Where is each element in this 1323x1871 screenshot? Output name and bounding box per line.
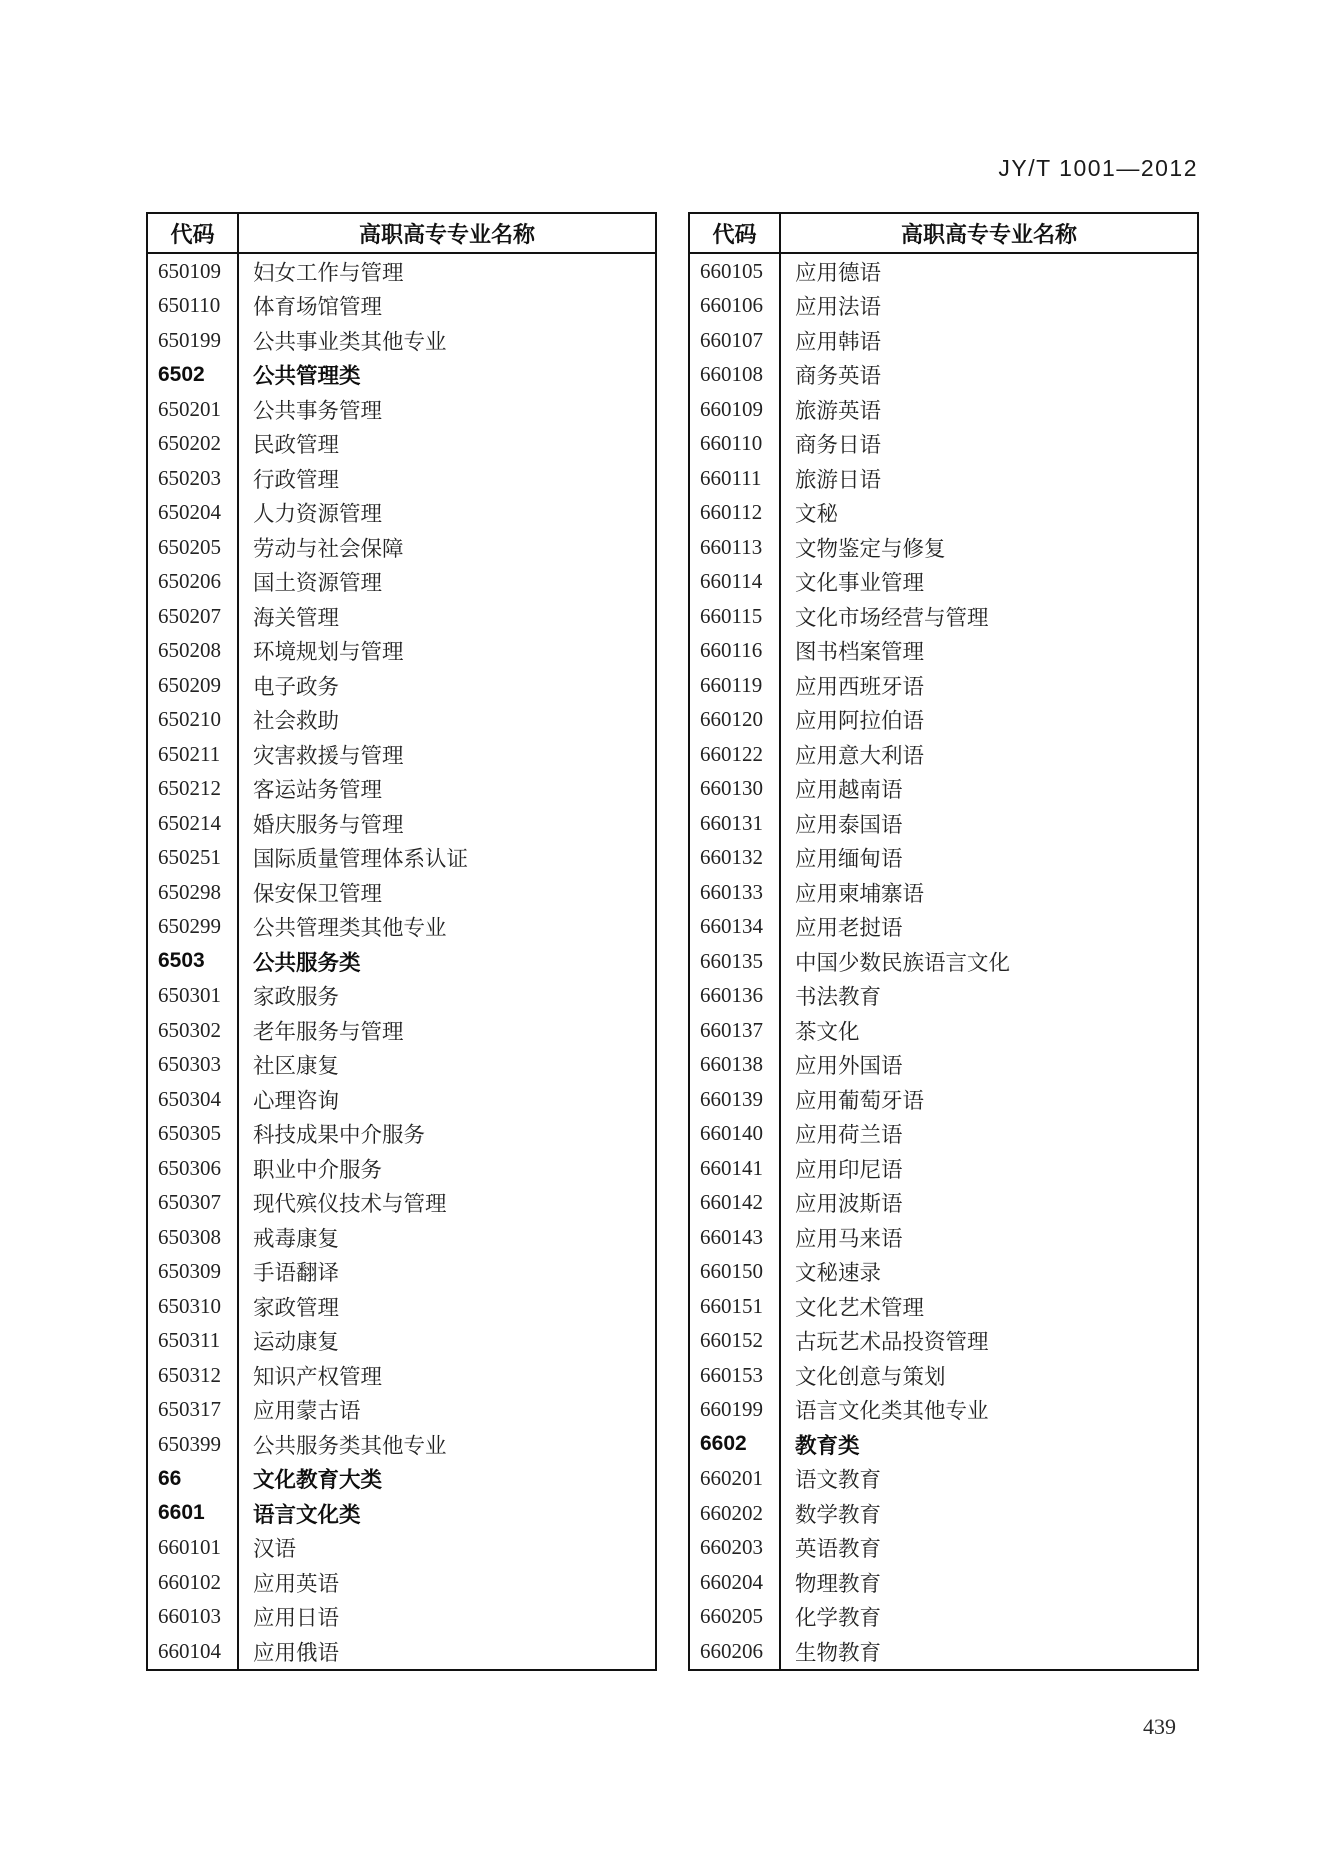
major-code: 6502: [147, 358, 238, 393]
major-code: 6602: [689, 1427, 780, 1462]
major-row: [147, 323, 656, 358]
major-row: [689, 253, 1198, 289]
major-code: 660150: [689, 1255, 780, 1290]
major-name: 电子政务: [253, 674, 340, 699]
major-code: 650208: [147, 634, 238, 669]
major-name: 手语翻译: [253, 1261, 340, 1286]
major-name: 体育场馆管理: [253, 295, 383, 320]
major-name: 环境规划与管理: [253, 640, 404, 665]
major-row: [689, 1048, 1198, 1083]
major-row: [689, 1358, 1198, 1393]
major-name: 国土资源管理: [253, 571, 383, 596]
major-name: 公共服务类其他专业: [253, 1433, 447, 1458]
major-row: [689, 1255, 1198, 1290]
major-name: 语言文化类: [253, 1502, 361, 1527]
major-name: 应用日语: [253, 1606, 340, 1631]
major-name: 文化教育大类: [253, 1468, 383, 1493]
major-row: [689, 703, 1198, 738]
major-code: 660143: [689, 1220, 780, 1255]
major-row: [689, 392, 1198, 427]
major-code: 650309: [147, 1255, 238, 1290]
major-code: 650304: [147, 1082, 238, 1117]
major-row: [689, 910, 1198, 945]
major-name: 英语教育: [795, 1537, 882, 1562]
category-row: [147, 1496, 656, 1531]
major-code: 660109: [689, 392, 780, 427]
major-name: 公共服务类: [253, 950, 361, 975]
major-name: 旅游英语: [795, 398, 882, 423]
major-row: [147, 634, 656, 669]
major-name: 文物鉴定与修复: [795, 536, 946, 561]
major-name: 科技成果中介服务: [253, 1123, 426, 1148]
major-code: 650204: [147, 496, 238, 531]
major-code: 650205: [147, 530, 238, 565]
major-code: 660101: [147, 1531, 238, 1566]
major-name: 文秘: [795, 502, 839, 527]
major-code: 650306: [147, 1151, 238, 1186]
major-code: 650207: [147, 599, 238, 634]
major-name: 社会救助: [253, 709, 340, 734]
major-row: [689, 806, 1198, 841]
major-name: 应用法语: [795, 295, 882, 320]
major-code: 660133: [689, 875, 780, 910]
major-row: [147, 496, 656, 531]
major-code: 660103: [147, 1600, 238, 1635]
major-code: 660110: [689, 427, 780, 462]
major-row: [689, 1117, 1198, 1152]
major-code: 6503: [147, 944, 238, 979]
major-row: [147, 289, 656, 324]
major-code: 650251: [147, 841, 238, 876]
table-header-row: [147, 213, 656, 253]
category-row: [689, 1427, 1198, 1462]
major-name: 灾害救援与管理: [253, 743, 404, 768]
major-name: 现代殡仪技术与管理: [253, 1192, 447, 1217]
major-name: 民政管理: [253, 433, 340, 458]
major-row: [147, 427, 656, 462]
major-name: 应用马来语: [795, 1226, 903, 1251]
major-row: [689, 1289, 1198, 1324]
major-row: [147, 1358, 656, 1393]
major-code: 660130: [689, 772, 780, 807]
major-code: 660203: [689, 1531, 780, 1566]
major-name: 中国少数民族语言文化: [795, 950, 1011, 975]
major-code: 650201: [147, 392, 238, 427]
major-code: 660199: [689, 1393, 780, 1428]
major-code: 650109: [147, 253, 238, 289]
major-name: 文化创意与策划: [795, 1364, 946, 1389]
major-row: [147, 1082, 656, 1117]
major-row: [147, 737, 656, 772]
major-code: 660205: [689, 1600, 780, 1635]
major-name: 应用德语: [795, 260, 882, 285]
major-code: 660202: [689, 1496, 780, 1531]
major-name: 应用印尼语: [795, 1157, 903, 1182]
major-code: 660136: [689, 979, 780, 1014]
major-name: 文化市场经营与管理: [795, 605, 989, 630]
major-code: 660152: [689, 1324, 780, 1359]
major-row: [147, 703, 656, 738]
page-number: 439: [1143, 1714, 1176, 1739]
major-code: 650303: [147, 1048, 238, 1083]
major-name: 公共管理类其他专业: [253, 916, 447, 941]
major-name: 应用意大利语: [795, 743, 925, 768]
major-code: 650399: [147, 1427, 238, 1462]
major-name: 书法教育: [795, 985, 882, 1010]
major-row: [689, 668, 1198, 703]
name-column-header: 高职高专专业名称: [238, 213, 656, 253]
major-name: 行政管理: [253, 467, 340, 492]
major-name: 语言文化类其他专业: [795, 1399, 989, 1424]
major-name: 公共事业类其他专业: [253, 329, 447, 354]
major-code: 650199: [147, 323, 238, 358]
major-row: [689, 530, 1198, 565]
major-code: 660201: [689, 1462, 780, 1497]
major-row: [689, 737, 1198, 772]
major-row: [147, 875, 656, 910]
major-code: 650307: [147, 1186, 238, 1221]
major-row: [147, 1220, 656, 1255]
major-code: 650317: [147, 1393, 238, 1428]
major-code: 650308: [147, 1220, 238, 1255]
major-name: 保安保卫管理: [253, 881, 383, 906]
major-name: 古玩艺术品投资管理: [795, 1330, 989, 1355]
major-row: [689, 599, 1198, 634]
major-row: [689, 1151, 1198, 1186]
major-name: 汉语: [253, 1537, 297, 1562]
major-name: 应用韩语: [795, 329, 882, 354]
major-code: 660106: [689, 289, 780, 324]
major-row: [689, 461, 1198, 496]
major-name: 生物教育: [795, 1640, 882, 1665]
major-name: 老年服务与管理: [253, 1019, 404, 1044]
major-code: 650203: [147, 461, 238, 496]
major-code: 660107: [689, 323, 780, 358]
major-code: 6601: [147, 1496, 238, 1531]
major-name: 应用蒙古语: [253, 1399, 361, 1424]
major-name: 物理教育: [795, 1571, 882, 1596]
major-name: 职业中介服务: [253, 1157, 383, 1182]
major-name: 茶文化: [795, 1019, 860, 1044]
major-code: 660137: [689, 1013, 780, 1048]
major-code: 660131: [689, 806, 780, 841]
major-code: 660141: [689, 1151, 780, 1186]
major-name: 应用越南语: [795, 778, 903, 803]
major-name: 婚庆服务与管理: [253, 812, 404, 837]
major-row: [147, 565, 656, 600]
major-name: 图书档案管理: [795, 640, 925, 665]
major-code: 660138: [689, 1048, 780, 1083]
major-row: [147, 1565, 656, 1600]
major-code: 660119: [689, 668, 780, 703]
major-code: 650209: [147, 668, 238, 703]
major-row: [147, 1393, 656, 1428]
major-code: 650110: [147, 289, 238, 324]
major-code-table-left: [146, 212, 657, 1671]
category-row: [147, 1462, 656, 1497]
major-row: [689, 1082, 1198, 1117]
major-row: [689, 1634, 1198, 1670]
major-name: 国际质量管理体系认证: [253, 847, 469, 872]
major-name: 应用葡萄牙语: [795, 1088, 925, 1113]
major-row: [147, 910, 656, 945]
major-row: [689, 1393, 1198, 1428]
major-row: [689, 565, 1198, 600]
major-name: 旅游日语: [795, 467, 882, 492]
major-name: 客运站务管理: [253, 778, 383, 803]
major-row: [689, 1324, 1198, 1359]
major-row: [689, 427, 1198, 462]
major-row: [147, 530, 656, 565]
major-code: 650211: [147, 737, 238, 772]
major-code: 660140: [689, 1117, 780, 1152]
major-name: 应用外国语: [795, 1054, 903, 1079]
major-row: [147, 1600, 656, 1635]
major-row: [689, 944, 1198, 979]
major-code: 650206: [147, 565, 238, 600]
major-code: 660122: [689, 737, 780, 772]
major-name: 应用缅甸语: [795, 847, 903, 872]
major-code: 650210: [147, 703, 238, 738]
major-row: [689, 979, 1198, 1014]
major-row: [147, 979, 656, 1014]
major-code: 660204: [689, 1565, 780, 1600]
major-code: 650214: [147, 806, 238, 841]
major-name: 商务英语: [795, 364, 882, 389]
major-name: 公共事务管理: [253, 398, 383, 423]
major-row: [689, 1531, 1198, 1566]
table-header-row: [689, 213, 1198, 253]
major-name: 心理咨询: [253, 1088, 340, 1113]
major-code: 650311: [147, 1324, 238, 1359]
major-code: 660115: [689, 599, 780, 634]
major-name: 人力资源管理: [253, 502, 383, 527]
major-row: [689, 875, 1198, 910]
major-row: [147, 1013, 656, 1048]
major-code: 650305: [147, 1117, 238, 1152]
major-name: 应用荷兰语: [795, 1123, 903, 1148]
major-name: 戒毒康复: [253, 1226, 340, 1251]
major-row: [147, 1289, 656, 1324]
major-row: [689, 634, 1198, 669]
major-row: [689, 289, 1198, 324]
major-code: 660151: [689, 1289, 780, 1324]
major-name: 教育类: [795, 1433, 860, 1458]
major-name: 运动康复: [253, 1330, 340, 1355]
major-name: 家政服务: [253, 985, 340, 1010]
major-row: [689, 1600, 1198, 1635]
major-code: 660153: [689, 1358, 780, 1393]
name-column-header: 高职高专专业名称: [780, 213, 1198, 253]
major-name: 商务日语: [795, 433, 882, 458]
major-row: [147, 461, 656, 496]
major-row: [147, 1427, 656, 1462]
major-row: [147, 1048, 656, 1083]
major-row: [147, 668, 656, 703]
major-code: 660120: [689, 703, 780, 738]
major-code: 660102: [147, 1565, 238, 1600]
major-code: 650310: [147, 1289, 238, 1324]
major-row: [689, 1462, 1198, 1497]
major-code: 650302: [147, 1013, 238, 1048]
major-row: [147, 253, 656, 289]
major-name: 数学教育: [795, 1502, 882, 1527]
major-row: [147, 806, 656, 841]
major-code: 660142: [689, 1186, 780, 1221]
major-code: 66: [147, 1462, 238, 1497]
major-name: 海关管理: [253, 605, 340, 630]
major-name: 应用波斯语: [795, 1192, 903, 1217]
major-name: 妇女工作与管理: [253, 260, 404, 285]
major-name: 应用柬埔寨语: [795, 881, 925, 906]
major-name: 文化艺术管理: [795, 1295, 925, 1320]
major-code: 650301: [147, 979, 238, 1014]
major-row: [147, 1255, 656, 1290]
major-code: 650212: [147, 772, 238, 807]
major-row: [689, 358, 1198, 393]
major-name: 应用英语: [253, 1571, 340, 1596]
standard-number: JY/T 1001—2012: [998, 155, 1198, 181]
major-code: 650298: [147, 875, 238, 910]
major-row: [689, 323, 1198, 358]
major-code: 660139: [689, 1082, 780, 1117]
major-row: [689, 1186, 1198, 1221]
major-row: [689, 772, 1198, 807]
major-code-table-right: [688, 212, 1199, 1671]
major-code: 660134: [689, 910, 780, 945]
major-name: 知识产权管理: [253, 1364, 383, 1389]
major-row: [147, 599, 656, 634]
major-code: 660132: [689, 841, 780, 876]
major-row: [147, 841, 656, 876]
code-column-header: 代码: [689, 213, 780, 253]
major-name: 劳动与社会保障: [253, 536, 404, 561]
major-row: [147, 772, 656, 807]
major-name: 文秘速录: [795, 1261, 882, 1286]
major-code: 660135: [689, 944, 780, 979]
major-row: [147, 1531, 656, 1566]
major-code: 660114: [689, 565, 780, 600]
major-code: 660116: [689, 634, 780, 669]
code-column-header: 代码: [147, 213, 238, 253]
major-name: 化学教育: [795, 1606, 882, 1631]
category-row: [147, 944, 656, 979]
major-name: 文化事业管理: [795, 571, 925, 596]
major-code: 650312: [147, 1358, 238, 1393]
major-row: [689, 496, 1198, 531]
major-row: [147, 1634, 656, 1670]
major-code: 660112: [689, 496, 780, 531]
major-row: [689, 1220, 1198, 1255]
major-row: [147, 1324, 656, 1359]
category-row: [147, 358, 656, 393]
major-code: 650202: [147, 427, 238, 462]
major-code: 660105: [689, 253, 780, 289]
major-row: [689, 1496, 1198, 1531]
major-row: [689, 1565, 1198, 1600]
major-name: 应用阿拉伯语: [795, 709, 925, 734]
major-row: [147, 1186, 656, 1221]
major-name: 公共管理类: [253, 364, 361, 389]
major-row: [689, 841, 1198, 876]
major-row: [147, 1151, 656, 1186]
major-code: 660111: [689, 461, 780, 496]
major-row: [147, 392, 656, 427]
major-name: 应用泰国语: [795, 812, 903, 837]
major-code: 660104: [147, 1634, 238, 1670]
major-name: 应用老挝语: [795, 916, 903, 941]
major-row: [147, 1117, 656, 1152]
major-name: 社区康复: [253, 1054, 340, 1079]
major-code: 660113: [689, 530, 780, 565]
major-name: 语文教育: [795, 1468, 882, 1493]
major-row: [689, 1013, 1198, 1048]
major-code: 660108: [689, 358, 780, 393]
major-name: 家政管理: [253, 1295, 340, 1320]
major-name: 应用俄语: [253, 1640, 340, 1665]
major-code: 660206: [689, 1634, 780, 1670]
major-name: 应用西班牙语: [795, 674, 925, 699]
major-code: 650299: [147, 910, 238, 945]
